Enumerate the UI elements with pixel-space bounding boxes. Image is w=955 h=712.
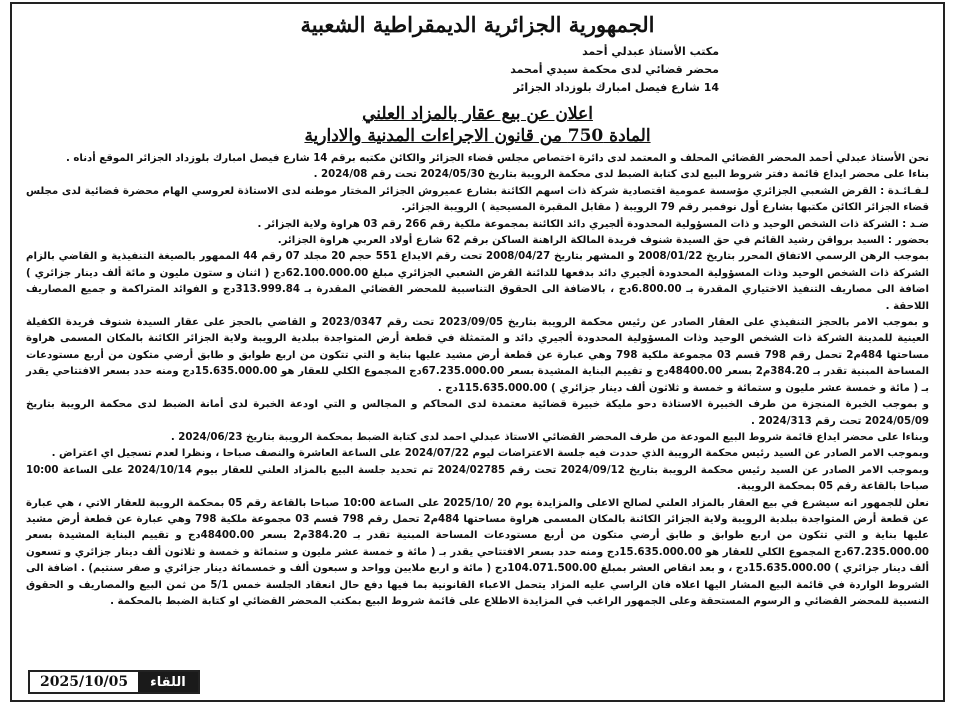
publication-date: 2025/10/05 bbox=[30, 672, 138, 692]
notice-heading-line-1: اعلان عن بيع عقار بالمزاد العلني bbox=[362, 104, 593, 124]
paragraph-intro: نحن الأستاذ عبدلي أحمد المحضر القضائي المحلف و المعتمد لدى دائرة اختصاص مجلس قضاء الجزائر والكائن مكتبه برقم 14 شارع فيصل امبارك بلوزداد الجزائر الموقع أدناه . bbox=[65, 153, 929, 164]
paragraph-conditions-deposit: وبناءا على محضر ايداع قائمة شروط البيع المودعة من طرف المحضر القضائي الاستاذ عبدلي احمد لدى كتابة الضبط بمحكمة الرويبة بتاريخ 2024/06/23 . bbox=[170, 431, 929, 443]
paragraph-deposit: بناءا على محضر ايداع قائمة دفتر شروط البيع لدى كتابة الضبط لدى محكمة الرويبة بتاريخ 2024/05/30 تحت رقم 2024/08 . bbox=[313, 169, 929, 181]
paragraph-expertise: و بموجب الخبرة المنجزة من طرف الخبيرة الاستاذة دحو مليكة خبيرة قضائية معتمدة لدى المحاكم و المجالس و التي اودعة الخبرة لدى أمانة الضبط لدى محكمة الرويبة بتاريخ 2024/05/09 تحت رقم 2024/313 . bbox=[26, 399, 929, 427]
paragraph-objections: وبموجب الامر الصادر عن السيد رئيس محكمة الرويبة الذي حددت فيه جلسة الاعتراضات ليوم 2024/07/22 على الساعة العاشرة والنصف صباحا ، ونظرا لعدم تسجيل اي اعتراض . bbox=[51, 448, 929, 460]
office-line-3: 14 شارع فيصل امبارك بلوزداد الجزائر bbox=[513, 81, 719, 94]
office-line-1: مكتب الأستاذ عبدلي أحمد bbox=[582, 45, 719, 58]
notice-heading bbox=[26, 103, 929, 147]
paragraph-presence: بحضور : السيد برواقن رشيد القائم في حق السيدة شنوف فريدة المالكة الراهنة الساكن برقم 62 شارع أولاد العربي هراوة الجزائر. bbox=[277, 235, 929, 247]
paragraph-seizure-order: و بموجب الامر بالحجز التنفيذي على العقار الصادر عن رئيس محكمة الرويبة بتاريخ 2023/09/05 تحت رقم 2023/0347 و القاضي بالحجز على عقار السيدة شنوف فريدة الكفيلة العينية للمدينة الشركة ذات الشخص الوحيد وذات المسؤولية المحدودة ألجيري دائد و المتمثلة في قطعة أرض المتواجدة ببلدية الرويبة ولاية الجزائر الكائنة بالمكان المسمى هراوة مساحتها 484م2 تحمل رقم 798 قسم 03 مجموعة ملكية 798 وهي عبارة عن قطعة أرض مشيد عليها بناية و التي تتكون من اربع طوابق و طابق أرضي متكون من أربع مستودعات المساحة المبنية تقدر بـ 384.20م2 بسعر 48400.00دج و تقييم البناية المشيدة بسعر 67.235.000.00دج المجموع الكلي للعقار هو 15.635.000.00دج ومنه حدد بسعر الافتتاحي يقدر بـ ( مائة و خمسة عشر مليون و ستمائة و خمسة و ثلاثون ألف دينار جزائري ) 115.635.000.00دج . bbox=[26, 317, 930, 394]
paragraph-beneficiary: لـفـائـدة : القرض الشعبي الجزائري مؤسسة عمومية اقتصادية شركة ذات اسهم الكائنة بشارع عميروش الجزائر المختار موطنه لدى الاستاذة لعروسي الهام محضرة قضائية لدى مجلس قضاء الجزائر الكائن مكتبها بشارع أول نوفمبر رقم 79 الرويبة ( مقابل المقبرة المسيحية ) الرويبة الجزائر. bbox=[26, 185, 929, 214]
notice-body bbox=[26, 151, 929, 610]
paragraph-against: ضـد : الشركة ذات الشخص الوحيد و ذات المسؤولية المحدودة ألجيري دائد الكائنة بمجموعة ملكية رقم 266 رقم 03 هراوة ولاية الجزائر . bbox=[257, 218, 929, 230]
publication-name: اللقاء bbox=[138, 672, 198, 692]
legal-notice bbox=[10, 2, 945, 702]
office-line-2: محضر قضائي لدى محكمة سيدي أمحمد bbox=[510, 63, 719, 76]
republic-title: الجمهورية الجزائرية الديمقراطية الشعبية bbox=[300, 12, 655, 37]
paragraph-mortgage: بموجب الرهن الرسمي الاتفاق المحرر بتاريخ 2008/01/22 و المشهر بتاريخ 2008/04/27 تحت رقم الايداع 551 حجم 20 مجلد 07 رقم 44 الممهور بالصيغة التنفيذية و القاضي بالزام الشركة ذات الشخص الوحيد وذات المسؤولية المحدودة ألجيري دائد بدفعها للدائنة القرض الشعبي الجزائري مبلغ 62.100.000.00دج ( اثنان و ستون مليون و مائة ألف دينار جزائري ) اضافة الى مصاريف التنفيذ الاختياري المقدرة بـ 6.800.00دج ، بالاضافة الى الحقوق التناسبية للمحضر القضائي المقدرة بـ 313.999.84دج و الفوائد المتراكمة و جميع المصاريف اللاحقة . bbox=[26, 251, 930, 312]
bailiff-office-block bbox=[26, 43, 719, 97]
notice-heading-line-2: المادة 750 من قانون الاجراءات المدنية والادارية bbox=[304, 126, 651, 146]
paragraph-sale-session: وبموجب الامر الصادر عن السيد رئيس محكمة الرويبة بتاريخ 2024/09/12 تحت رقم 2024/02785 تم تحديد جلسة البيع بالمزاد العلني للعقار بيوم 2024/10/14 على الساعة 10:00 صباحا بالقاعة رقم 05 بمحكمة الرويبة. bbox=[26, 464, 929, 493]
publication-footer bbox=[28, 670, 200, 694]
paragraph-announcement: نعلن للجمهور انه سيشرع في بيع العقار بالمزاد العلني لصالح الاعلى والمزايدة يوم 20 /2025/10 على الساعة 10:00 صباحا بالقاعة رقم 05 بمحكمة الرويبة للعقار الاتي ، هي عبارة عن قطعة أرض المتواجدة ببلدية الرويبة ولاية الجزائر الكائنة بالمكان المسمى هراوة مساحتها 484م2 تحمل رقم 798 قسم 03 مجموعة ملكية 798 وهي عبارة عن قطعة أرض مشيد عليها بناية و التي تتكون من اربع طوابق و طابق أرضي متكون من أربع مستودعات المساحة المبنية تقدر بـ 384.20م2 بسعر 48400.00دج و تقييم البناية المشيدة بسعر 67.235.000.00دج المجموع الكلي للعقار هو 15.635.000.00دج ومنه حدد بسعر الافتتاحي يقدر بـ ( مائة و خمسة عشر مليون و ستمائة و خمسة و ثلاثون ألف دينار جزائري و تسعون ألف دينار جزائري ) 15.635.000.00دج ، و بعد انقاص العشر بمبلغ 104.071.500.00دج ( مائة و اربع ملايين وواحد و سبعون ألف و خمسمائة دينار جزائري و صفر سنتيم) . اضافة الى الشروط الواردة في قائمة البيع المشار اليها اعلاه فان الراسي عليه المزاد يتحمل الاعباء القانونية بما فيها دفع حال انعقاد الجلسة خمس 5/1 من ثمن البيع والمصاريف و الحقوق النسبية للمحضر القضائي و الرسوم المستحقة وعلى الجمهور الراغب في المزايدة الاطلاع على قائمة شروط البيع بمكتب المحضر القضائي او كتابة الضبط بالمحكمة . bbox=[26, 497, 930, 607]
